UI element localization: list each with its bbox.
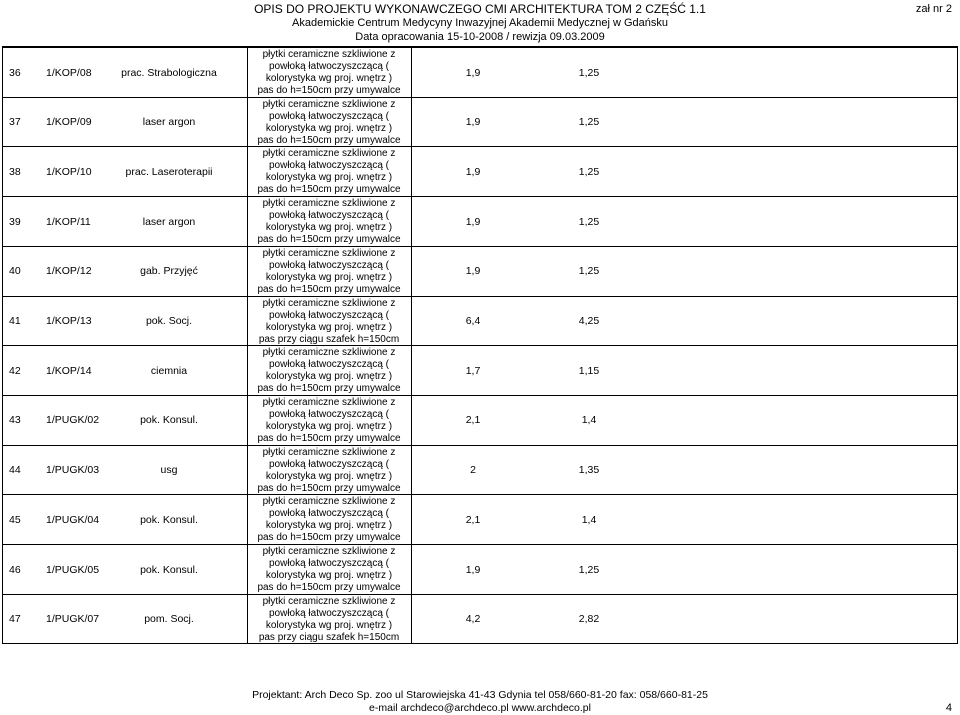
finish-description [251, 397, 407, 446]
table-row [3, 97, 957, 147]
description-line: płytki ceramiczne szkliwione z [262, 446, 396, 458]
finishes-table [2, 46, 958, 644]
finish-description [251, 546, 407, 595]
room-name: pok. Konsul. [140, 414, 198, 427]
table-row [3, 494, 957, 544]
description-line: powłoką łatwoczyszczącą ( [268, 210, 390, 222]
quantity-value: 1,25 [578, 116, 600, 129]
table-row [3, 246, 957, 296]
room-number: 38 [9, 165, 21, 178]
description-line: pas przy ciągu szafek h=150cm [258, 631, 400, 643]
quantity-value: 4,25 [578, 315, 600, 327]
area-value: 4,2 [465, 613, 481, 626]
room-name: laser argon [142, 116, 196, 129]
description-line: kolorystyka wg proj. wnętrz ) [265, 470, 393, 482]
quantity-value: 1,25 [578, 66, 600, 79]
room-name: pok. Socj. [145, 315, 193, 327]
quantity-value: 1,25 [578, 165, 600, 178]
room-name: prac. Laseroterapii [125, 165, 213, 178]
room-code: 1/KOP/11 [46, 215, 91, 228]
room-code: 1/KOP/12 [46, 265, 92, 278]
description-line: powłoką łatwoczyszczącą ( [268, 359, 390, 371]
table-row [3, 196, 957, 246]
description-line: pas do h=150cm przy umywalce [257, 432, 401, 444]
description-line: pas do h=150cm przy umywalce [257, 234, 401, 246]
room-number: 36 [9, 66, 21, 79]
table-row [3, 594, 957, 644]
header-title: OPIS DO PROJEKTU WYKONAWCZEGO CMI ARCHITEKTURA TOM 2 CZĘŚĆ 1.1 [254, 2, 706, 16]
description-line: płytki ceramiczne szkliwione z [262, 546, 396, 557]
description-line: kolorystyka wg proj. wnętrz ) [265, 172, 393, 184]
room-code: 1/KOP/13 [46, 315, 92, 327]
room-code: 1/KOP/10 [46, 165, 92, 178]
description-line: powłoką łatwoczyszczącą ( [268, 607, 390, 619]
description-line: pas do h=150cm przy umywalce [257, 482, 401, 494]
room-code: 1/PUGK/04 [46, 513, 100, 526]
room-number: 45 [9, 513, 21, 526]
quantity-value: 1,25 [578, 215, 600, 228]
finish-description [251, 198, 407, 247]
room-code: 1/KOP/14 [46, 364, 92, 377]
description-line: kolorystyka wg proj. wnętrz ) [265, 371, 393, 383]
area-value: 6,4 [465, 315, 481, 327]
table-row [3, 47, 957, 97]
description-line: płytki ceramiczne szkliwione z [262, 347, 396, 359]
quantity-value: 1,35 [578, 464, 600, 477]
room-name: pok. Konsul. [140, 513, 198, 526]
description-line: kolorystyka wg proj. wnętrz ) [265, 222, 393, 234]
finish-description [251, 148, 407, 197]
area-value: 1,9 [465, 116, 481, 129]
description-line: powłoką łatwoczyszczącą ( [268, 160, 390, 172]
finish-description [251, 596, 407, 645]
description-line: płytki ceramiczne szkliwione z [262, 396, 396, 408]
description-line: płytki ceramiczne szkliwione z [262, 297, 396, 309]
room-number: 44 [9, 464, 21, 477]
description-line: powłoką łatwoczyszczącą ( [268, 110, 390, 122]
room-name: usg [160, 464, 178, 477]
area-value: 1,9 [465, 265, 481, 278]
room-number: 43 [9, 414, 21, 427]
room-code: 1/PUGK/02 [46, 414, 100, 427]
finish-description [251, 49, 407, 98]
table-row [3, 146, 957, 196]
page-footer [0, 689, 960, 715]
description-line: płytki ceramiczne szkliwione z [262, 49, 396, 60]
header-institution: Akademickie Centrum Medycyny Inwazyjnej Akademii Medycznej w Gdańsku [292, 17, 668, 29]
area-value: 1,7 [465, 364, 481, 377]
description-line: powłoką łatwoczyszczącą ( [268, 458, 390, 470]
finish-description [251, 99, 407, 148]
table-row [3, 445, 957, 495]
description-line: powłoką łatwoczyszczącą ( [268, 508, 390, 520]
room-code: 1/PUGK/05 [46, 563, 100, 576]
description-line: kolorystyka wg proj. wnętrz ) [265, 619, 393, 631]
room-number: 39 [9, 215, 21, 228]
description-line: powłoką łatwoczyszczącą ( [268, 61, 390, 72]
header-date: Data opracowania 15-10-2008 / rewizja 09.03.2009 [355, 31, 605, 43]
description-line: powłoką łatwoczyszczącą ( [268, 259, 390, 271]
description-line: pas do h=150cm przy umywalce [257, 383, 401, 395]
description-line: płytki ceramiczne szkliwione z [262, 198, 396, 210]
area-value: 1,9 [465, 215, 481, 228]
room-name: laser argon [142, 215, 196, 228]
finish-description [251, 496, 407, 545]
description-line: pas do h=150cm przy umywalce [257, 582, 401, 593]
room-number: 40 [9, 265, 21, 278]
description-line: pas do h=150cm przy umywalce [257, 283, 401, 295]
description-line: pas przy ciągu szafek h=150cm [258, 333, 400, 345]
description-line: kolorystyka wg proj. wnętrz ) [265, 321, 393, 333]
description-line: powłoką łatwoczyszczącą ( [268, 408, 390, 420]
description-line: płytki ceramiczne szkliwione z [262, 148, 396, 160]
area-value: 1,9 [465, 66, 481, 79]
area-value: 2 [470, 464, 476, 477]
room-number: 37 [9, 116, 21, 129]
description-line: pas do h=150cm przy umywalce [257, 532, 401, 544]
description-line: kolorystyka wg proj. wnętrz ) [265, 73, 393, 84]
room-name: pom. Socj. [144, 613, 194, 626]
quantity-value: 1,4 [581, 513, 597, 526]
area-value: 1,9 [465, 563, 481, 576]
room-code: 1/KOP/09 [46, 116, 92, 129]
description-line: kolorystyka wg proj. wnętrz ) [265, 570, 393, 581]
quantity-value: 1,4 [581, 414, 597, 427]
finish-description [251, 447, 407, 496]
finish-description [251, 298, 407, 347]
description-line: powłoką łatwoczyszczącą ( [268, 558, 390, 569]
room-number: 46 [9, 563, 21, 576]
footer-contact: e-mail archdeco@archdeco.pl www.archdeco.pl [369, 702, 591, 714]
description-line: kolorystyka wg proj. wnętrz ) [265, 122, 393, 134]
room-code: 1/KOP/08 [46, 66, 92, 79]
room-code: 1/PUGK/07 [46, 613, 100, 626]
area-value: 1,9 [465, 165, 481, 178]
page-header [0, 2, 960, 44]
room-name: pok. Konsul. [140, 563, 198, 576]
description-line: pas do h=150cm przy umywalce [257, 184, 401, 196]
description-line: powłoką łatwoczyszczącą ( [268, 309, 390, 321]
room-name: gab. Przyjęć [140, 265, 198, 278]
table-row [3, 395, 957, 445]
area-value: 2,1 [465, 513, 481, 526]
description-line: płytki ceramiczne szkliwione z [262, 496, 396, 508]
description-line: kolorystyka wg proj. wnętrz ) [265, 520, 393, 532]
footer-designer: Projektant: Arch Deco Sp. zoo ul Starowiejska 41-43 Gdynia tel 058/660-81-20 fax: 058/660-81-25 [252, 689, 708, 701]
table-row [3, 345, 957, 395]
table-row [3, 296, 957, 346]
table-row [3, 544, 957, 594]
description-line: płytki ceramiczne szkliwione z [262, 595, 396, 607]
room-number: 47 [9, 613, 21, 626]
area-value: 2,1 [465, 414, 481, 427]
room-name: ciemnia [150, 364, 188, 377]
finish-description [251, 248, 407, 297]
annex-label: zał nr 2 [915, 3, 952, 15]
finish-description [251, 347, 407, 396]
room-name: prac. Strabologiczna [121, 66, 217, 79]
description-line: kolorystyka wg proj. wnętrz ) [265, 271, 393, 283]
page-number: 4 [945, 702, 952, 714]
room-code: 1/PUGK/03 [46, 464, 100, 477]
quantity-value: 1,25 [578, 563, 600, 576]
description-line: pas do h=150cm przy umywalce [257, 134, 401, 146]
description-line: pas do h=150cm przy umywalce [257, 85, 401, 96]
description-line: płytki ceramiczne szkliwione z [262, 98, 396, 110]
description-line: kolorystyka wg proj. wnętrz ) [265, 420, 393, 432]
quantity-value: 1,15 [578, 364, 600, 377]
quantity-value: 1,25 [578, 265, 600, 278]
room-number: 42 [9, 364, 21, 377]
description-line: płytki ceramiczne szkliwione z [262, 247, 396, 259]
room-number: 41 [9, 315, 21, 327]
quantity-value: 2,82 [578, 613, 600, 626]
